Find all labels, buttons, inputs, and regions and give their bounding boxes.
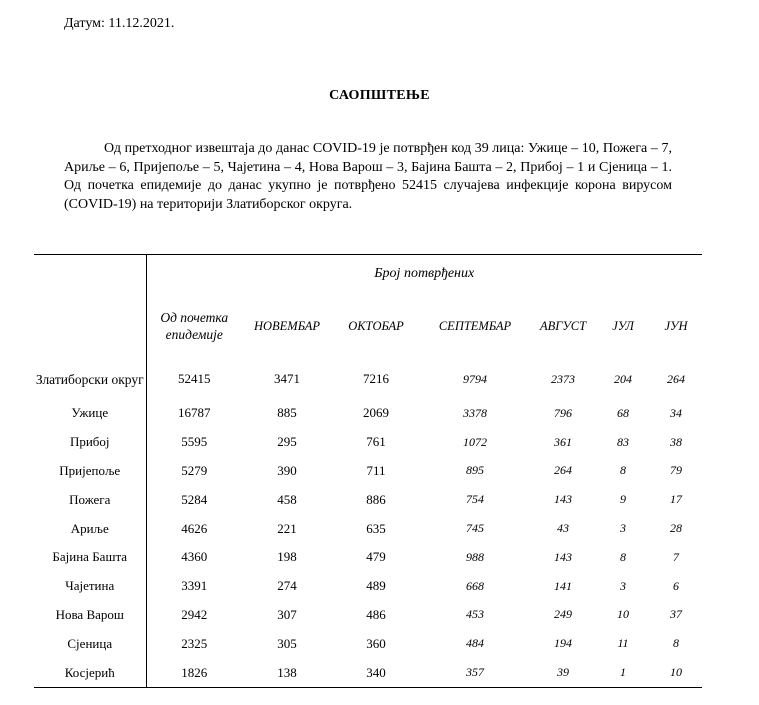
table-cell: 307 [277,606,297,622]
table-cell: 3391 [181,578,208,594]
group-label: Број потврђених [374,266,475,281]
column-header-since-start: Од почетка епидемије [160,310,229,342]
municipality-name: Ужице [34,399,146,428]
column-header-october: ОКТОБАР [348,319,404,333]
empty-corner-cell [34,255,146,294]
table-cell: 16787 [178,405,211,421]
total-cell: 7216 [363,371,389,386]
table-cell: 10 [650,658,702,687]
table-cell: 885 [277,405,297,421]
column-header-november: НОВЕМБАР [253,319,321,333]
table-cell: 9 [620,492,626,507]
table-cell: 143 [554,549,572,564]
table-cell: 37 [670,607,682,622]
table-cell: 2942 [181,606,208,622]
table-row [34,629,702,658]
table-cell: 143 [554,492,572,507]
table-row [34,514,702,543]
table-cell: 6 [673,578,679,593]
table-cell: 796 [554,405,572,420]
table-cell: 988 [466,549,484,564]
total-cell: 2373 [551,371,575,386]
table-cell: 141 [554,578,572,593]
table-cell: 486 [366,606,386,622]
municipality-name: Чајетина [34,572,146,601]
table-header-row [34,293,702,359]
table-cell: 453 [466,607,484,622]
table-cell: 1826 [146,658,242,687]
column-header-july: ЈУЛ [612,319,634,333]
document-title: САОПШТЕЊЕ [329,88,430,103]
table-cell: 489 [366,578,386,594]
total-region-name: Златиборски округ [34,359,146,399]
table-cell: 83 [617,434,629,449]
table-cell: 4360 [181,549,208,565]
municipality-name: Ариље [34,514,146,543]
table-cell: 8 [620,549,626,564]
municipality-name: Пожега [34,485,146,514]
table-cell: 340 [332,658,420,687]
table-cell: 5595 [181,434,208,450]
table-cell: 3378 [463,405,487,420]
municipality-name: Косјерић [34,658,146,687]
table-cell: 458 [277,491,297,507]
table-row [34,572,702,601]
cases-table [34,254,702,688]
municipality-name: Бајина Башта [34,543,146,572]
column-header-september: СЕПТЕМБАР [438,319,512,333]
municipality-name: Прибој [34,428,146,457]
announcement-paragraph: Од претходног извештаја до данас COVID-19 је потврђен код 39 лица: Ужице – 10, Пожега – 7, Ариље – 6, Пријепоље – 5, Чајетина – 4, Нова Варош – 3, Бајина Башта – 2, Прибој – 1 и Сјеница – 1. Од почетка епидемије до данас укупно је потврђено 52415 случајева инфекције корона вирусом (COVID-19) на територији Златиборског округа. [64,141,672,212]
table-cell: 79 [670,463,682,478]
table-cell: 754 [466,492,484,507]
total-cell: 3471 [274,371,300,386]
table-cell: 264 [554,463,572,478]
table-row [34,658,702,687]
total-cell: 9794 [463,371,487,386]
table-cell: 8 [620,463,626,478]
table-cell: 249 [554,607,572,622]
table-cell: 390 [277,462,297,478]
table-row [34,399,702,428]
table-cell: 17 [670,492,682,507]
table-cell: 4626 [181,520,208,536]
municipality-name: Нова Варош [34,601,146,630]
table-cell: 484 [466,636,484,651]
table-cell: 357 [420,658,530,687]
municipality-name: Сјеница [34,629,146,658]
table-cell: 886 [366,491,386,507]
column-header-august: АВГУСТ [539,319,587,333]
total-cell: 204 [614,371,632,386]
table-cell: 2325 [181,635,208,651]
table-row [34,457,702,486]
table-cell: 5279 [181,462,208,478]
table-cell: 2069 [363,405,389,421]
table-cell: 68 [617,405,629,420]
table-cell: 1072 [463,434,487,449]
table-cell: 711 [366,462,386,478]
table-cell: 3 [620,578,626,593]
table-cell: 5284 [181,491,208,507]
table-cell: 221 [277,520,297,536]
table-cell: 39 [530,658,596,687]
table-cell: 360 [366,635,386,651]
date-line: Датум: 11.12.2021. [64,16,175,31]
total-cell: 52415 [178,371,211,386]
table-cell: 361 [554,434,572,449]
table-cell: 11 [617,636,629,651]
table-cell: 668 [466,578,484,593]
table-cell: 479 [366,549,386,565]
empty-header-cell [34,293,146,359]
table-cell: 28 [670,521,682,536]
table-total-row [34,359,702,399]
table-cell: 138 [242,658,332,687]
table-cell: 34 [670,405,682,420]
table-cell: 198 [277,549,297,565]
table-row [34,601,702,630]
table-cell: 295 [277,434,297,450]
table-cell: 895 [466,463,484,478]
table-cell: 7 [673,549,679,564]
municipality-name: Пријепоље [34,457,146,486]
table-group-row [34,255,702,294]
table-cell: 745 [466,521,484,536]
table-cell: 43 [557,521,569,536]
table-row [34,543,702,572]
table-row [34,485,702,514]
table-cell: 194 [554,636,572,651]
table-cell: 38 [670,434,682,449]
table-cell: 10 [617,607,629,622]
table-cell: 635 [366,520,386,536]
table-cell: 1 [596,658,650,687]
total-cell: 264 [667,371,685,386]
table-cell: 8 [673,636,679,651]
table-cell: 761 [366,434,386,450]
table-cell: 305 [277,635,297,651]
table-cell: 3 [620,521,626,536]
column-header-june: ЈУН [664,319,688,333]
table-row [34,428,702,457]
table-cell: 274 [277,578,297,594]
